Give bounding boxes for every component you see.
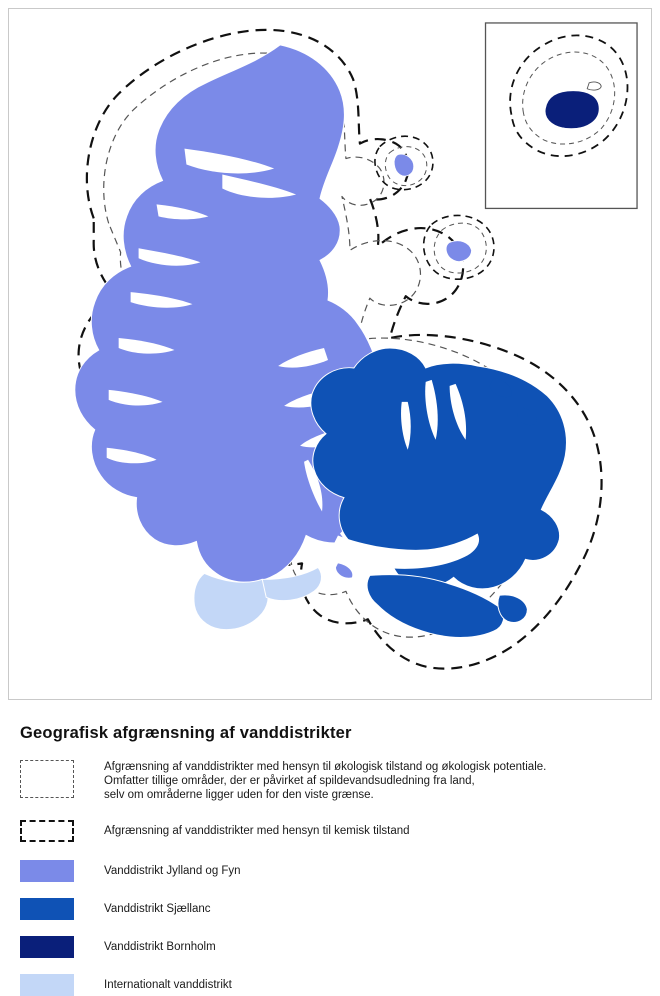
legend-label-line: Vanddistrikt Jylland og Fyn — [104, 865, 241, 877]
legend-item-bornholm — [20, 936, 650, 958]
legend-label-sjaelland — [104, 898, 211, 916]
legend-label-line: Vanddistrikt Sjællanc — [104, 903, 211, 915]
legend-label-ecological — [104, 760, 546, 802]
district-bornholm — [545, 91, 599, 129]
legend-swatch-internationalt — [20, 974, 74, 996]
legend-label-line: Afgrænsning af vanddistrikter med hensyn til økologisk tilstand og økologisk potentiale. — [104, 761, 547, 773]
legend-swatch-dashed-thick — [20, 820, 74, 842]
legend-swatch-jylland-fyn — [20, 860, 74, 882]
legend-label-line: Internationalt vanddistrikt — [104, 979, 232, 991]
legend-label-bornholm — [104, 936, 216, 954]
legend-item-jylland-fyn — [20, 860, 650, 882]
legend-item-ecological — [20, 760, 650, 802]
legend-label-line: Afgrænsning af vanddistrikter med hensyn til kemisk tilstand — [104, 825, 410, 837]
legend-item-internationalt — [20, 974, 650, 996]
legend-label-line: selv om områderne ligger uden for den viste grænse. — [104, 789, 374, 801]
legend-label-line: Vanddistrikt Bornholm — [104, 941, 216, 953]
island-sub-boundaries — [375, 136, 494, 279]
legend-label-chemical — [104, 820, 410, 838]
legend-label-jylland-fyn — [104, 860, 241, 878]
legend-swatch-bornholm — [20, 936, 74, 958]
legend-label-line: Omfatter tillige områder, der er påvirket af spildevandsudledning fra land, — [104, 775, 475, 787]
denmark-water-districts-map — [9, 9, 651, 699]
legend-item-sjaelland — [20, 898, 650, 920]
district-sjaelland — [311, 348, 567, 637]
legend-title: Geografisk afgrænsning af vanddistrikter — [20, 724, 352, 742]
map-panel — [8, 8, 652, 700]
legend — [8, 712, 652, 991]
legend-swatch-dashed-thin — [20, 760, 74, 798]
legend-label-internationalt — [104, 974, 232, 992]
legend-swatch-sjaelland — [20, 898, 74, 920]
bornholm-inset — [486, 23, 638, 208]
legend-item-chemical — [20, 820, 650, 842]
